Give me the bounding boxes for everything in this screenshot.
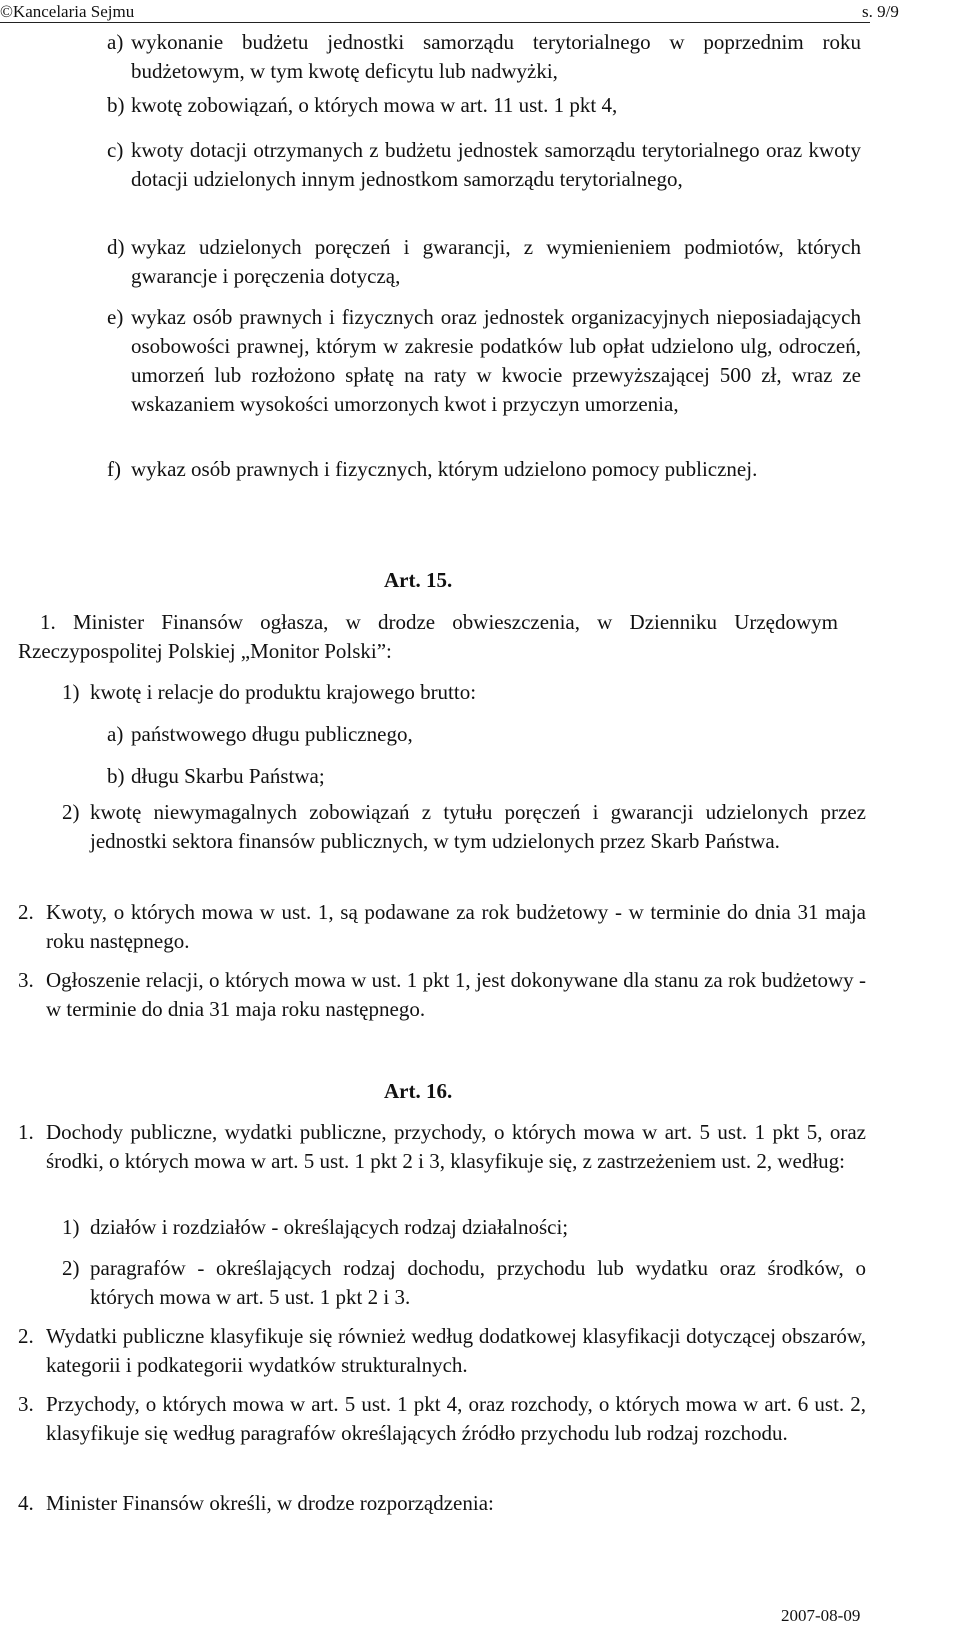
list-item-c <box>107 136 861 194</box>
paragraph-marker: 1. <box>18 1120 34 1144</box>
header-source: ©Kancelaria Sejmu <box>0 2 135 21</box>
list-item-text: kwoty dotacji otrzymanych z budżetu jednostek samorządu terytorialnego oraz kwoty dotacji udzielonych innym jednostkom samorządu terytorialnego, <box>131 138 861 191</box>
paragraph-marker: 1. <box>40 610 56 634</box>
list-item-text: kwotę i relacje do produktu krajowego brutto: <box>90 680 477 704</box>
paragraph-marker: 3. <box>18 968 34 992</box>
list-marker: 1) <box>62 680 80 704</box>
header-divider <box>0 22 870 23</box>
paragraph-text: Ogłoszenie relacji, o których mowa w ust. 1 pkt 1, jest dokonywane dla stanu za rok budżetowy - w terminie do dnia 31 maja roku następnego. <box>46 968 866 1021</box>
art15-item-2 <box>62 798 866 856</box>
list-marker: e) <box>107 305 124 329</box>
list-marker: c) <box>107 138 124 162</box>
paragraph-text: Dochody publiczne, wydatki publiczne, przychody, o których mowa w art. 5 ust. 1 pkt 5, oraz środki, o których mowa w art. 5 ust. 1 pkt 2 i 3, klasyfikuje się, z zastrzeżeniem ust. 2, według: <box>46 1120 866 1173</box>
art16-item-1 <box>62 1213 866 1242</box>
list-marker: b) <box>107 764 125 788</box>
list-marker: 2) <box>62 800 80 824</box>
art15-item-1b <box>107 762 861 791</box>
art16-paragraph-4 <box>18 1489 866 1518</box>
list-item-text: kwotę niewymagalnych zobowiązań z tytułu poręczeń i gwarancji udzielonych przez jednostki sektora finansów publicznych, w tym udzielonych przez Skarb Państwa. <box>90 800 866 853</box>
list-item-d <box>107 233 861 291</box>
paragraph-text: Minister Finansów określi, w drodze rozporządzenia: <box>46 1491 494 1515</box>
art15-item-1 <box>62 678 866 707</box>
list-item-text: kwotę zobowiązań, o których mowa w art. 11 ust. 1 pkt 4, <box>131 93 618 117</box>
footer-date: 2007-08-09 <box>781 1606 861 1625</box>
art16-item-2 <box>62 1254 866 1312</box>
art16-paragraph-3 <box>18 1390 866 1448</box>
paragraph-text: Kwoty, o których mowa w ust. 1, są podawane za rok budżetowy - w terminie do dnia 31 maja roku następnego. <box>46 900 866 953</box>
header-page-number: s. 9/9 <box>862 2 899 21</box>
paragraph-text: Przychody, o których mowa w art. 5 ust. 1 pkt 4, oraz rozchody, o których mowa w art. 6 ust. 2, klasyfikuje się według paragrafów określających źródło przychodu lub rodzaj rozchodu. <box>46 1392 866 1445</box>
list-item-text: państwowego długu publicznego, <box>131 722 413 746</box>
art16-paragraph-2 <box>18 1322 866 1380</box>
art16-paragraph-1 <box>18 1118 866 1176</box>
art15-paragraph-1 <box>18 608 838 666</box>
list-marker: a) <box>107 722 124 746</box>
list-marker: a) <box>107 30 124 54</box>
list-item-e <box>107 303 861 419</box>
article-16-title: Art. 16. <box>384 1079 453 1103</box>
paragraph-marker: 2. <box>18 900 34 924</box>
list-marker: f) <box>107 457 121 481</box>
paragraph-text: Minister Finansów ogłasza, w drodze obwieszczenia, w Dzienniku Urzędowym Rzeczypospolitej Polskiej „Monitor Polski”: <box>18 610 839 663</box>
art15-paragraph-3 <box>18 966 866 1024</box>
list-marker: 2) <box>62 1256 80 1280</box>
paragraph-text: Wydatki publiczne klasyfikuje się również według dodatkowej klasyfikacji dotyczącej obszarów, kategorii i podkategorii wydatków strukturalnych. <box>46 1324 866 1377</box>
paragraph-marker: 3. <box>18 1392 34 1416</box>
list-item-b <box>107 91 861 120</box>
list-item-text: wykaz osób prawnych i fizycznych, którym udzielono pomocy publicznej. <box>131 457 758 481</box>
paragraph-marker: 2. <box>18 1324 34 1348</box>
list-item-text: paragrafów - określających rodzaj dochodu, przychodu lub wydatku oraz środków, o których mowa w art. 5 ust. 1 pkt 2 i 3. <box>90 1256 866 1309</box>
list-item-text: długu Skarbu Państwa; <box>131 764 325 788</box>
paragraph-marker: 4. <box>18 1491 34 1515</box>
list-item-text: działów i rozdziałów - określających rodzaj działalności; <box>90 1215 569 1239</box>
list-marker: b) <box>107 93 125 117</box>
list-item-a <box>107 28 861 86</box>
list-item-f <box>107 455 861 484</box>
list-marker: d) <box>107 235 125 259</box>
art15-item-1a <box>107 720 861 749</box>
list-item-text: wykaz udzielonych poręczeń i gwarancji, z wymienieniem podmiotów, których gwarancje i poręczenia dotyczą, <box>131 235 861 288</box>
list-item-text: wykonanie budżetu jednostki samorządu terytorialnego w poprzednim roku budżetowym, w tym kwotę deficytu lub nadwyżki, <box>131 30 861 83</box>
art15-paragraph-2 <box>18 898 866 956</box>
article-15-title: Art. 15. <box>384 568 453 592</box>
list-marker: 1) <box>62 1215 80 1239</box>
list-item-text: wykaz osób prawnych i fizycznych oraz jednostek organizacyjnych nieposiadających osobowości prawnej, którym w zakresie podatków lub opłat udzielono ulg, odroczeń, umorzeń lub rozłożono spłatę na raty w kwocie przewyższającej 500 zł, wraz ze wskazaniem wysokości umorzonych kwot i przyczyn umorzenia, <box>131 305 861 416</box>
